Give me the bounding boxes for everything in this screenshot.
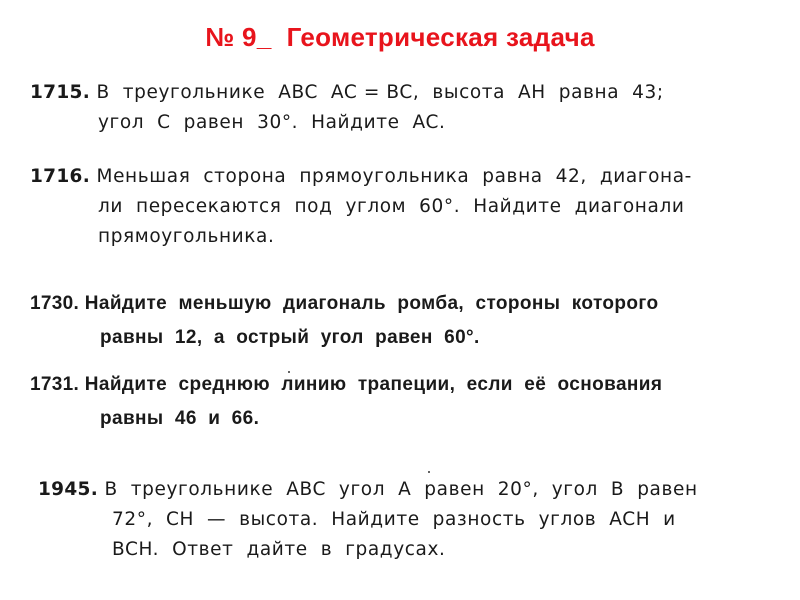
problem-1716 (30, 162, 692, 252)
problem-1715 (30, 78, 664, 138)
problem-text: ли пересекаются под углом 60°. Найдите диагонали (98, 196, 685, 217)
problem-text: угол C равен 30°. Найдите AC. (98, 112, 446, 133)
problem-number: 1731. (30, 374, 80, 395)
problem-number: 1716. (30, 166, 91, 187)
problem-line (30, 78, 664, 108)
problem-line (30, 368, 662, 402)
problem-number: 1715. (30, 82, 91, 103)
page-edge (778, 0, 800, 600)
problem-text: В треугольнике ABC угол A равен 20°, угол B равен (104, 479, 698, 500)
problem-1731 (30, 368, 662, 436)
problem-1730 (30, 287, 659, 355)
problem-text: равны 46 и 66. (100, 408, 260, 429)
problem-text: Меньшая сторона прямоугольника равна 42, диагона- (96, 166, 692, 187)
problem-text: равны 12, а острый угол равен 60°. (100, 327, 480, 348)
problem-text: 72°, CH — высота. Найдите разность углов ACH и (112, 509, 676, 530)
problem-text: В треугольнике ABC AC = BC, высота AH равна 43; (96, 82, 664, 103)
problem-text: прямоугольника. (98, 226, 275, 247)
scan-speck (428, 471, 430, 473)
problem-number: 1730. (30, 293, 80, 314)
page-title: № 9_ Геометрическая задача (205, 22, 595, 52)
problem-line (38, 475, 698, 505)
problem-line (30, 162, 692, 192)
problem-text: Найдите меньшую диагональ ромба, стороны которого (84, 293, 659, 314)
problem-number: 1945. (38, 479, 99, 500)
problem-line (30, 287, 659, 321)
problem-1945 (38, 475, 698, 565)
problem-text: Найдите среднюю линию трапеции, если её основания (84, 374, 663, 395)
problem-text: BCH. Ответ дайте в градусах. (112, 539, 446, 560)
